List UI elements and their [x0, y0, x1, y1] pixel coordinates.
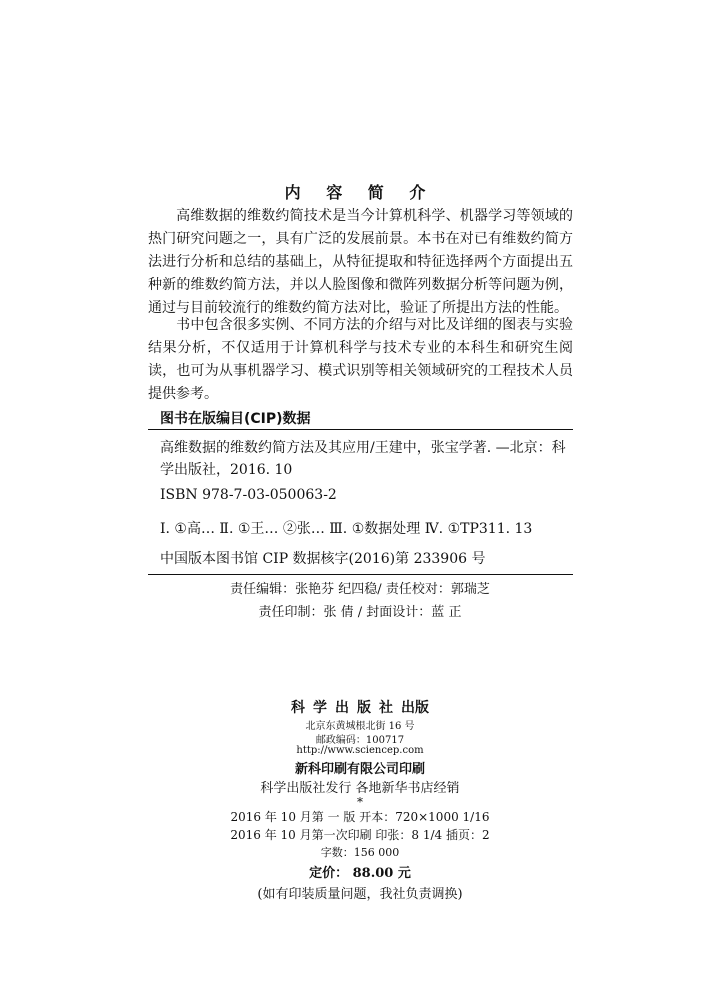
- summary-paragraph-1: [148, 205, 573, 320]
- printing-info: 2016 年 10 月第一次印刷 印张：8 1/4 插页：2: [230, 828, 490, 842]
- word-count: 字数：156 000: [320, 846, 400, 859]
- summary-paragraph-2-text: 书中包含很多实例、不同方法的介绍与对比及详细的图表与实验结果分析，不仅适用于计算机科学与技术专业的本科生和研究生阅读，也可为从事机器学习、模式识别等相关领域研究的工程技术人员提供参考。: [148, 317, 573, 402]
- cip-bottom-rule: [148, 574, 573, 575]
- editor-credits: 责任编辑：张艳芬 纪四稳/ 责任校对：郭瑞芝: [230, 582, 490, 597]
- publisher-name: 科学出版社: [291, 700, 401, 716]
- quality-notice: (如有印装质量问题，我社负责调换): [257, 887, 463, 902]
- summary-paragraph-2: [148, 314, 573, 406]
- cip-classification: Ⅰ. ①高… Ⅱ. ①王… ②张… Ⅲ. ①数据处理 Ⅳ. ①TP311. 13: [160, 521, 533, 537]
- publisher-line: [0, 697, 720, 717]
- postcode: 邮政编码：100717: [315, 735, 405, 746]
- cip-check-number: 中国版本图书馆 CIP 数据核字(2016)第 233906 号: [160, 551, 486, 567]
- printer: 新科印刷有限公司印刷: [294, 762, 425, 777]
- distributor: 科学出版社发行 各地新华书店经销: [260, 781, 460, 796]
- production-credits: 责任印制：张 倩 / 封面设计：蓝 正: [258, 605, 462, 620]
- price: 定价： 88.00 元: [309, 866, 411, 881]
- cip-main-entry: 高维数据的维数约简方法及其应用/王建中，张宝学著. —北京：科学出版社，2016. 10: [160, 440, 566, 478]
- publisher-address: 北京东黄城根北街 16 号: [305, 721, 415, 732]
- publisher-suffix: 出版: [401, 700, 429, 716]
- cip-top-rule: [148, 429, 573, 430]
- summary-title: 内 容 简 介: [284, 183, 436, 202]
- summary-paragraph-1-text: 高维数据的维数约简技术是当今计算机科学、机器学习等领域的热门研究问题之一，具有广泛的发展前景。本书在对已有维数约简方法进行分析和总结的基础上，从特征提取和特征选择两个方面提出五种新的维数约简方法，并以人脸图像和微阵列数据分析等问题为例，通过与目前较流行的维数约简方法对比，验证了所提出方法的性能。: [148, 208, 573, 316]
- website: http://www.sciencep.com: [296, 745, 424, 756]
- separator-star: *: [357, 795, 363, 809]
- edition-info: 2016 年 10 月第 一 版 开本：720×1000 1/16: [230, 810, 490, 824]
- cip-isbn: ISBN 978-7-03-050063-2: [160, 487, 337, 503]
- cip-heading: 图书在版编目(CIP)数据: [160, 411, 311, 427]
